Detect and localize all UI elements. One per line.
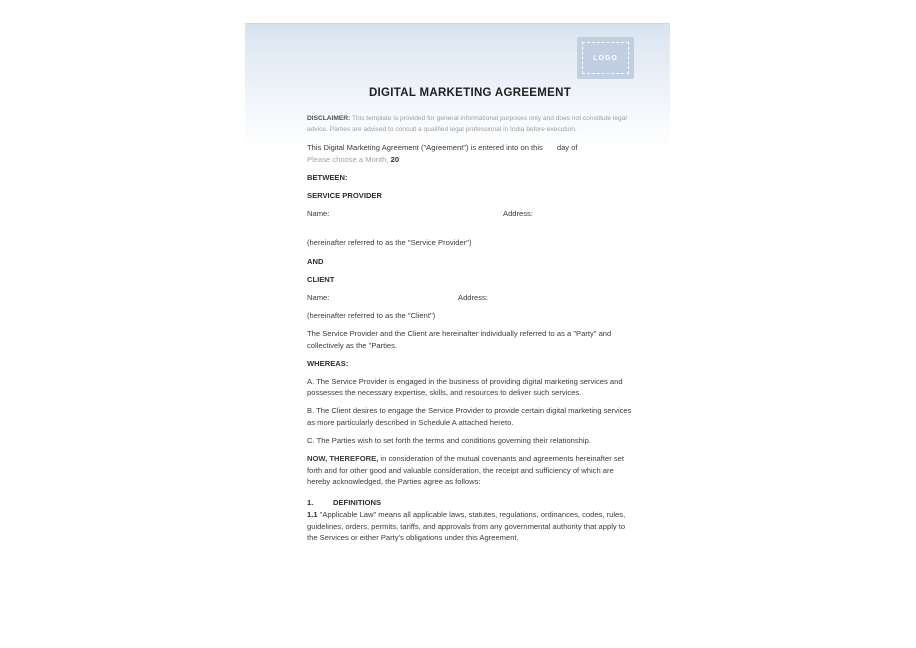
recital-b: B. The Client desires to engage the Service Provider to provide certain digital marketing services as more particularly described in Schedule A attached hereto. <box>307 406 632 427</box>
between-heading: BETWEEN: <box>307 172 348 182</box>
clause-1-1-number: 1.1 <box>307 509 318 519</box>
whereas-heading: WHEREAS: <box>307 358 349 368</box>
document-page <box>245 23 670 648</box>
now-therefore-paragraph <box>307 453 633 488</box>
client-name-label: Name: <box>307 292 330 302</box>
recital-a: A. The Service Provider is engaged in the business of providing digital marketing services and possesses the necessary expertise, skills, and resources to deliver such services. <box>307 376 623 398</box>
section-1-number: 1. <box>307 497 314 507</box>
disclaimer-text: This template is provided for general informational purposes only and does not constitute legal advice. Parties are advised to consult a qualified legal professional in India before execution. <box>307 115 627 133</box>
intro-paragraph <box>307 142 633 165</box>
parties-paragraph: The Service Provider and the Client are hereinafter individually referred to as a "Party" and collectively as the "Parties. <box>307 328 612 350</box>
client-heading: CLIENT <box>307 274 335 284</box>
client-hereinafter: (hereinafter referred to as the "Client") <box>307 310 436 320</box>
month-placeholder[interactable]: Please choose a Month, <box>307 154 389 164</box>
intro-day-suffix: day of <box>556 143 578 152</box>
service-provider-name-label: Name: <box>307 208 330 218</box>
now-therefore-lead: NOW, THEREFORE, <box>307 454 379 464</box>
clause-1-1-text: "Applicable Law" means all applicable laws, statutes, regulations, ordinances, codes, rules, guidelines, orders, permits, tariffs, and approvals from any governmental authority that apply to the Services or either Party's obligations under this Agreement. <box>307 509 626 543</box>
logo-icon <box>582 42 629 74</box>
section-1-title: DEFINITIONS <box>333 497 382 507</box>
disclaimer-label: DISCLAIMER: <box>307 115 351 122</box>
service-provider-hereinafter: (hereinafter referred to as the "Service Provider") <box>307 238 472 248</box>
logo-upload-placeholder[interactable] <box>577 37 634 79</box>
logo-label: LOGO <box>593 54 618 62</box>
service-provider-heading: SERVICE PROVIDER <box>307 190 382 200</box>
document-content <box>245 24 670 544</box>
disclaimer-paragraph <box>307 113 633 135</box>
year-prefix: 20 <box>390 154 400 164</box>
intro-line1: This Digital Marketing Agreement ("Agreement") is entered into on this <box>307 143 543 152</box>
service-provider-address-label: Address: <box>503 208 533 218</box>
client-address-label: Address: <box>458 292 488 302</box>
service-provider-name-address-row <box>307 208 633 220</box>
page-title: DIGITAL MARKETING AGREEMENT <box>368 87 572 99</box>
client-name-address-row <box>307 292 633 304</box>
clause-1-1 <box>307 509 633 544</box>
recital-c: C. The Parties wish to set forth the terms and conditions governing their relationship. <box>307 436 591 446</box>
section-1-heading <box>307 496 633 509</box>
and-heading: AND <box>307 256 324 266</box>
now-therefore-rest: in consideration of the mutual covenants and agreements hereinafter set forth and for other good and valuable consideration, the receipt and sufficiency of which are hereby acknowledged, the Parties agree as follows: <box>307 454 624 487</box>
